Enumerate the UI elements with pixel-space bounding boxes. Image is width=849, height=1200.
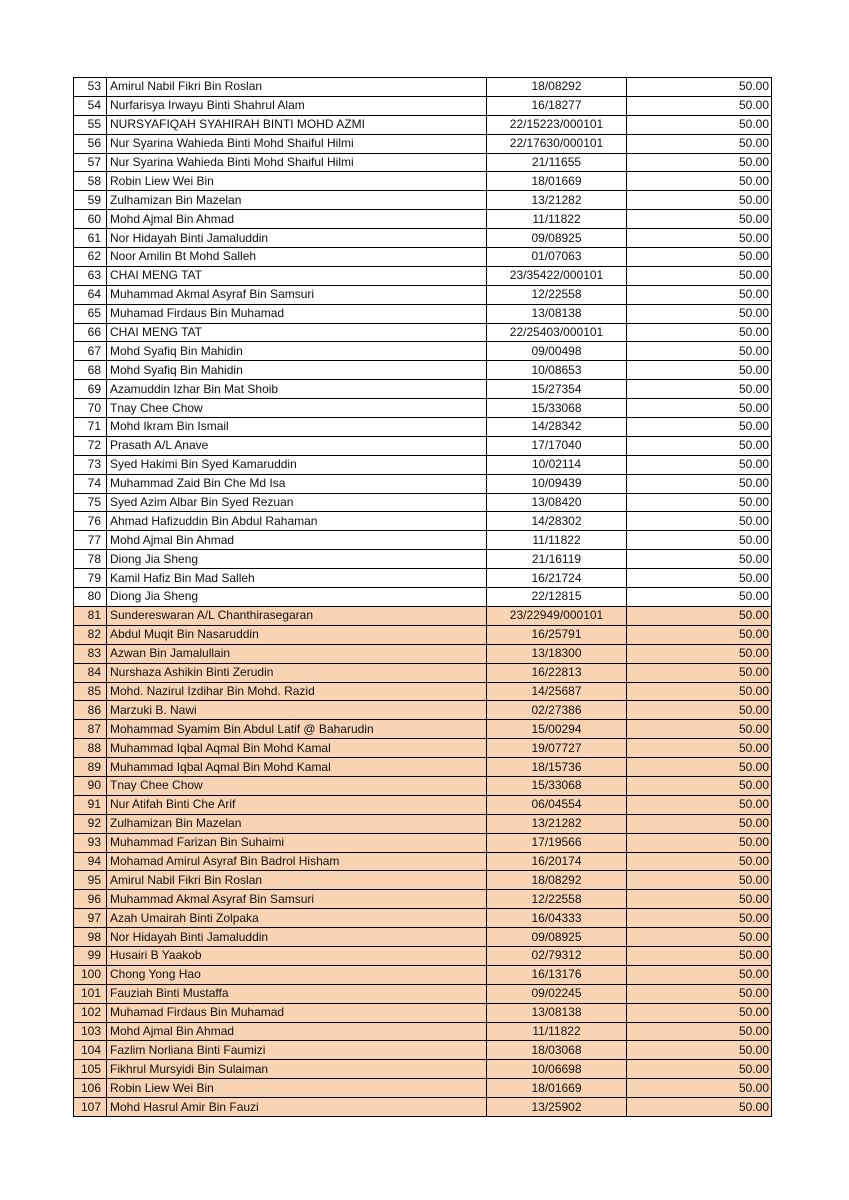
reference-id-cell: 13/18300 [487, 644, 627, 663]
table-row [74, 153, 772, 172]
table-row [74, 304, 772, 323]
amount-cell: 50.00 [627, 852, 772, 871]
name-cell: Diong Jia Sheng [107, 588, 487, 607]
table-row [74, 323, 772, 342]
name-cell: Zulhamizan Bin Mazelan [107, 814, 487, 833]
row-number-cell: 75 [74, 493, 107, 512]
amount-cell: 50.00 [627, 361, 772, 380]
row-number-cell: 66 [74, 323, 107, 342]
amount-cell: 50.00 [627, 984, 772, 1003]
name-cell: Kamil Hafiz Bin Mad Salleh [107, 569, 487, 588]
table-row [74, 96, 772, 115]
name-cell: Mohd Ajmal Bin Ahmad [107, 531, 487, 550]
row-number-cell: 93 [74, 833, 107, 852]
amount-cell: 50.00 [627, 96, 772, 115]
row-number-cell: 84 [74, 663, 107, 682]
name-cell: Azwan Bin Jamalullain [107, 644, 487, 663]
reference-id-cell: 10/02114 [487, 455, 627, 474]
reference-id-cell: 13/08138 [487, 304, 627, 323]
reference-id-cell: 17/19566 [487, 833, 627, 852]
name-cell: Mohd. Nazirul Izdihar Bin Mohd. Razid [107, 682, 487, 701]
row-number-cell: 64 [74, 285, 107, 304]
reference-id-cell: 09/08925 [487, 928, 627, 947]
reference-id-cell: 16/04333 [487, 909, 627, 928]
reference-id-cell: 09/08925 [487, 229, 627, 248]
table-row [74, 1060, 772, 1079]
reference-id-cell: 21/11655 [487, 153, 627, 172]
name-cell: Azamuddin Izhar Bin Mat Shoib [107, 380, 487, 399]
name-cell: Syed Azim Albar Bin Syed Rezuan [107, 493, 487, 512]
name-cell: Mohd Hasrul Amir Bin Fauzi [107, 1098, 487, 1117]
amount-cell: 50.00 [627, 946, 772, 965]
row-number-cell: 95 [74, 871, 107, 890]
row-number-cell: 96 [74, 890, 107, 909]
table-row [74, 701, 772, 720]
row-number-cell: 103 [74, 1022, 107, 1041]
row-number-cell: 80 [74, 588, 107, 607]
row-number-cell: 89 [74, 758, 107, 777]
row-number-cell: 94 [74, 852, 107, 871]
amount-cell: 50.00 [627, 248, 772, 267]
reference-id-cell: 16/20174 [487, 852, 627, 871]
name-cell: Muhammad Akmal Asyraf Bin Samsuri [107, 890, 487, 909]
row-number-cell: 81 [74, 606, 107, 625]
amount-cell: 50.00 [627, 644, 772, 663]
amount-cell: 50.00 [627, 512, 772, 531]
reference-id-cell: 22/15223/000101 [487, 115, 627, 134]
amount-cell: 50.00 [627, 833, 772, 852]
amount-cell: 50.00 [627, 814, 772, 833]
reference-id-cell: 11/11822 [487, 210, 627, 229]
reference-id-cell: 14/28342 [487, 418, 627, 437]
table-row [74, 550, 772, 569]
reference-id-cell: 02/79312 [487, 946, 627, 965]
reference-id-cell: 13/08420 [487, 493, 627, 512]
reference-id-cell: 21/16119 [487, 550, 627, 569]
amount-cell: 50.00 [627, 625, 772, 644]
name-cell: Prasath A/L Anave [107, 436, 487, 455]
table-row [74, 1041, 772, 1060]
row-number-cell: 74 [74, 474, 107, 493]
reference-id-cell: 15/33068 [487, 776, 627, 795]
row-number-cell: 61 [74, 229, 107, 248]
table-row [74, 890, 772, 909]
reference-id-cell: 13/21282 [487, 814, 627, 833]
table-row [74, 644, 772, 663]
name-cell: Abdul Muqit Bin Nasaruddin [107, 625, 487, 644]
table-row [74, 965, 772, 984]
row-number-cell: 105 [74, 1060, 107, 1079]
row-number-cell: 90 [74, 776, 107, 795]
amount-cell: 50.00 [627, 965, 772, 984]
table-row [74, 436, 772, 455]
row-number-cell: 79 [74, 569, 107, 588]
reference-id-cell: 10/08653 [487, 361, 627, 380]
table-row [74, 531, 772, 550]
reference-id-cell: 19/07727 [487, 739, 627, 758]
table-row [74, 380, 772, 399]
amount-cell: 50.00 [627, 229, 772, 248]
name-cell: Mohammad Syamim Bin Abdul Latif @ Baharudin [107, 720, 487, 739]
name-cell: Nur Syarina Wahieda Binti Mohd Shaiful Hilmi [107, 153, 487, 172]
amount-cell: 50.00 [627, 663, 772, 682]
name-cell: Amirul Nabil Fikri Bin Roslan [107, 78, 487, 97]
row-number-cell: 76 [74, 512, 107, 531]
amount-cell: 50.00 [627, 172, 772, 191]
name-cell: Chong Yong Hao [107, 965, 487, 984]
amount-cell: 50.00 [627, 890, 772, 909]
amount-cell: 50.00 [627, 531, 772, 550]
row-number-cell: 100 [74, 965, 107, 984]
row-number-cell: 98 [74, 928, 107, 947]
reference-id-cell: 18/03068 [487, 1041, 627, 1060]
row-number-cell: 73 [74, 455, 107, 474]
row-number-cell: 87 [74, 720, 107, 739]
amount-cell: 50.00 [627, 78, 772, 97]
reference-id-cell: 16/21724 [487, 569, 627, 588]
name-cell: Ahmad Hafizuddin Bin Abdul Rahaman [107, 512, 487, 531]
row-number-cell: 92 [74, 814, 107, 833]
reference-id-cell: 18/15736 [487, 758, 627, 777]
row-number-cell: 63 [74, 266, 107, 285]
amount-cell: 50.00 [627, 342, 772, 361]
reference-id-cell: 15/33068 [487, 399, 627, 418]
amount-cell: 50.00 [627, 1098, 772, 1117]
table-row [74, 191, 772, 210]
table-row [74, 569, 772, 588]
name-cell: Muhammad Akmal Asyraf Bin Samsuri [107, 285, 487, 304]
reference-id-cell: 13/25902 [487, 1098, 627, 1117]
table-row [74, 795, 772, 814]
name-cell: Muhammad Iqbal Aqmal Bin Mohd Kamal [107, 758, 487, 777]
row-number-cell: 106 [74, 1079, 107, 1098]
amount-cell: 50.00 [627, 871, 772, 890]
reference-id-cell: 10/06698 [487, 1060, 627, 1079]
row-number-cell: 59 [74, 191, 107, 210]
table-row [74, 1003, 772, 1022]
row-number-cell: 101 [74, 984, 107, 1003]
reference-id-cell: 02/27386 [487, 701, 627, 720]
table-row [74, 1022, 772, 1041]
reference-id-cell: 15/27354 [487, 380, 627, 399]
table-row [74, 625, 772, 644]
name-cell: Nur Atifah Binti Che Arif [107, 795, 487, 814]
reference-id-cell: 12/22558 [487, 285, 627, 304]
table-row [74, 172, 772, 191]
reference-id-cell: 23/35422/000101 [487, 266, 627, 285]
amount-cell: 50.00 [627, 776, 772, 795]
table-row [74, 266, 772, 285]
table-row [74, 682, 772, 701]
name-cell: Fazlim Norliana Binti Faumizi [107, 1041, 487, 1060]
amount-cell: 50.00 [627, 606, 772, 625]
reference-id-cell: 06/04554 [487, 795, 627, 814]
name-cell: Tnay Chee Chow [107, 399, 487, 418]
reference-id-cell: 13/21282 [487, 191, 627, 210]
row-number-cell: 67 [74, 342, 107, 361]
row-number-cell: 58 [74, 172, 107, 191]
name-cell: Syed Hakimi Bin Syed Kamaruddin [107, 455, 487, 474]
table-row [74, 606, 772, 625]
row-number-cell: 91 [74, 795, 107, 814]
table-row [74, 1079, 772, 1098]
table-row [74, 229, 772, 248]
reference-id-cell: 16/22813 [487, 663, 627, 682]
table-row [74, 248, 772, 267]
amount-cell: 50.00 [627, 1022, 772, 1041]
name-cell: CHAI MENG TAT [107, 266, 487, 285]
row-number-cell: 55 [74, 115, 107, 134]
amount-cell: 50.00 [627, 285, 772, 304]
table-row [74, 361, 772, 380]
row-number-cell: 53 [74, 78, 107, 97]
table-row [74, 418, 772, 437]
amount-cell: 50.00 [627, 795, 772, 814]
payment-table-body [74, 78, 772, 1117]
row-number-cell: 68 [74, 361, 107, 380]
reference-id-cell: 10/09439 [487, 474, 627, 493]
row-number-cell: 82 [74, 625, 107, 644]
name-cell: Mohd Ikram Bin Ismail [107, 418, 487, 437]
name-cell: Muhammad Zaid Bin Che Md Isa [107, 474, 487, 493]
name-cell: Robin Liew Wei Bin [107, 172, 487, 191]
name-cell: Nur Syarina Wahieda Binti Mohd Shaiful Hilmi [107, 134, 487, 153]
table-row [74, 928, 772, 947]
name-cell: Mohd Syafiq Bin Mahidin [107, 361, 487, 380]
amount-cell: 50.00 [627, 418, 772, 437]
amount-cell: 50.00 [627, 474, 772, 493]
table-row [74, 720, 772, 739]
amount-cell: 50.00 [627, 928, 772, 947]
row-number-cell: 70 [74, 399, 107, 418]
table-row [74, 285, 772, 304]
amount-cell: 50.00 [627, 758, 772, 777]
amount-cell: 50.00 [627, 115, 772, 134]
reference-id-cell: 16/25791 [487, 625, 627, 644]
table-row [74, 134, 772, 153]
row-number-cell: 88 [74, 739, 107, 758]
table-row [74, 342, 772, 361]
name-cell: CHAI MENG TAT [107, 323, 487, 342]
table-row [74, 776, 772, 795]
reference-id-cell: 18/01669 [487, 172, 627, 191]
table-row [74, 78, 772, 97]
amount-cell: 50.00 [627, 682, 772, 701]
amount-cell: 50.00 [627, 550, 772, 569]
amount-cell: 50.00 [627, 1079, 772, 1098]
amount-cell: 50.00 [627, 191, 772, 210]
table-row [74, 399, 772, 418]
reference-id-cell: 18/08292 [487, 871, 627, 890]
amount-cell: 50.00 [627, 1041, 772, 1060]
reference-id-cell: 22/17630/000101 [487, 134, 627, 153]
table-row [74, 115, 772, 134]
table-row [74, 474, 772, 493]
table-row [74, 1098, 772, 1117]
table-row [74, 493, 772, 512]
name-cell: Muhamad Firdaus Bin Muhamad [107, 1003, 487, 1022]
reference-id-cell: 15/00294 [487, 720, 627, 739]
reference-id-cell: 09/02245 [487, 984, 627, 1003]
table-row [74, 663, 772, 682]
row-number-cell: 99 [74, 946, 107, 965]
amount-cell: 50.00 [627, 909, 772, 928]
name-cell: Robin Liew Wei Bin [107, 1079, 487, 1098]
reference-id-cell: 23/22949/000101 [487, 606, 627, 625]
name-cell: Husairi B Yaakob [107, 946, 487, 965]
table-row [74, 909, 772, 928]
amount-cell: 50.00 [627, 720, 772, 739]
row-number-cell: 107 [74, 1098, 107, 1117]
amount-cell: 50.00 [627, 134, 772, 153]
reference-id-cell: 09/00498 [487, 342, 627, 361]
row-number-cell: 54 [74, 96, 107, 115]
row-number-cell: 83 [74, 644, 107, 663]
name-cell: Nurshaza Ashikin Binti Zerudin [107, 663, 487, 682]
reference-id-cell: 12/22558 [487, 890, 627, 909]
amount-cell: 50.00 [627, 701, 772, 720]
amount-cell: 50.00 [627, 1003, 772, 1022]
payment-table [73, 77, 772, 1117]
name-cell: Mohd Syafiq Bin Mahidin [107, 342, 487, 361]
table-row [74, 758, 772, 777]
row-number-cell: 69 [74, 380, 107, 399]
reference-id-cell: 11/11822 [487, 1022, 627, 1041]
reference-id-cell: 13/08138 [487, 1003, 627, 1022]
amount-cell: 50.00 [627, 455, 772, 474]
name-cell: Tnay Chee Chow [107, 776, 487, 795]
amount-cell: 50.00 [627, 266, 772, 285]
amount-cell: 50.00 [627, 588, 772, 607]
name-cell: Sundereswaran A/L Chanthirasegaran [107, 606, 487, 625]
table-row [74, 814, 772, 833]
table-row [74, 984, 772, 1003]
row-number-cell: 78 [74, 550, 107, 569]
name-cell: Nurfarisya Irwayu Binti Shahrul Alam [107, 96, 487, 115]
amount-cell: 50.00 [627, 153, 772, 172]
name-cell: Diong Jia Sheng [107, 550, 487, 569]
name-cell: NURSYAFIQAH SYAHIRAH BINTI MOHD AZMI [107, 115, 487, 134]
table-row [74, 833, 772, 852]
table-row [74, 946, 772, 965]
reference-id-cell: 18/08292 [487, 78, 627, 97]
table-row [74, 588, 772, 607]
name-cell: Noor Amilin Bt Mohd Salleh [107, 248, 487, 267]
reference-id-cell: 01/07063 [487, 248, 627, 267]
row-number-cell: 102 [74, 1003, 107, 1022]
reference-id-cell: 22/25403/000101 [487, 323, 627, 342]
row-number-cell: 71 [74, 418, 107, 437]
row-number-cell: 57 [74, 153, 107, 172]
row-number-cell: 65 [74, 304, 107, 323]
name-cell: Fikhrul Mursyidi Bin Sulaiman [107, 1060, 487, 1079]
reference-id-cell: 18/01669 [487, 1079, 627, 1098]
reference-id-cell: 17/17040 [487, 436, 627, 455]
table-row [74, 871, 772, 890]
reference-id-cell: 14/25687 [487, 682, 627, 701]
reference-id-cell: 22/12815 [487, 588, 627, 607]
name-cell: Fauziah Binti Mustaffa [107, 984, 487, 1003]
name-cell: Muhammad Farizan Bin Suhaimi [107, 833, 487, 852]
row-number-cell: 104 [74, 1041, 107, 1060]
amount-cell: 50.00 [627, 569, 772, 588]
row-number-cell: 77 [74, 531, 107, 550]
amount-cell: 50.00 [627, 1060, 772, 1079]
row-number-cell: 60 [74, 210, 107, 229]
row-number-cell: 86 [74, 701, 107, 720]
table-row [74, 210, 772, 229]
amount-cell: 50.00 [627, 210, 772, 229]
reference-id-cell: 16/18277 [487, 96, 627, 115]
table-row [74, 512, 772, 531]
amount-cell: 50.00 [627, 436, 772, 455]
row-number-cell: 85 [74, 682, 107, 701]
row-number-cell: 72 [74, 436, 107, 455]
name-cell: Muhamad Firdaus Bin Muhamad [107, 304, 487, 323]
name-cell: Amirul Nabil Fikri Bin Roslan [107, 871, 487, 890]
row-number-cell: 62 [74, 248, 107, 267]
table-row [74, 852, 772, 871]
name-cell: Nor Hidayah Binti Jamaluddin [107, 229, 487, 248]
amount-cell: 50.00 [627, 399, 772, 418]
name-cell: Marzuki B. Nawi [107, 701, 487, 720]
name-cell: Mohd Ajmal Bin Ahmad [107, 210, 487, 229]
row-number-cell: 97 [74, 909, 107, 928]
reference-id-cell: 11/11822 [487, 531, 627, 550]
amount-cell: 50.00 [627, 323, 772, 342]
amount-cell: 50.00 [627, 739, 772, 758]
amount-cell: 50.00 [627, 493, 772, 512]
name-cell: Muhammad Iqbal Aqmal Bin Mohd Kamal [107, 739, 487, 758]
table-row [74, 739, 772, 758]
name-cell: Mohamad Amirul Asyraf Bin Badrol Hisham [107, 852, 487, 871]
reference-id-cell: 14/28302 [487, 512, 627, 531]
name-cell: Mohd Ajmal Bin Ahmad [107, 1022, 487, 1041]
name-cell: Zulhamizan Bin Mazelan [107, 191, 487, 210]
reference-id-cell: 16/13176 [487, 965, 627, 984]
table-row [74, 455, 772, 474]
amount-cell: 50.00 [627, 304, 772, 323]
name-cell: Nor Hidayah Binti Jamaluddin [107, 928, 487, 947]
amount-cell: 50.00 [627, 380, 772, 399]
name-cell: Azah Umairah Binti Zolpaka [107, 909, 487, 928]
row-number-cell: 56 [74, 134, 107, 153]
